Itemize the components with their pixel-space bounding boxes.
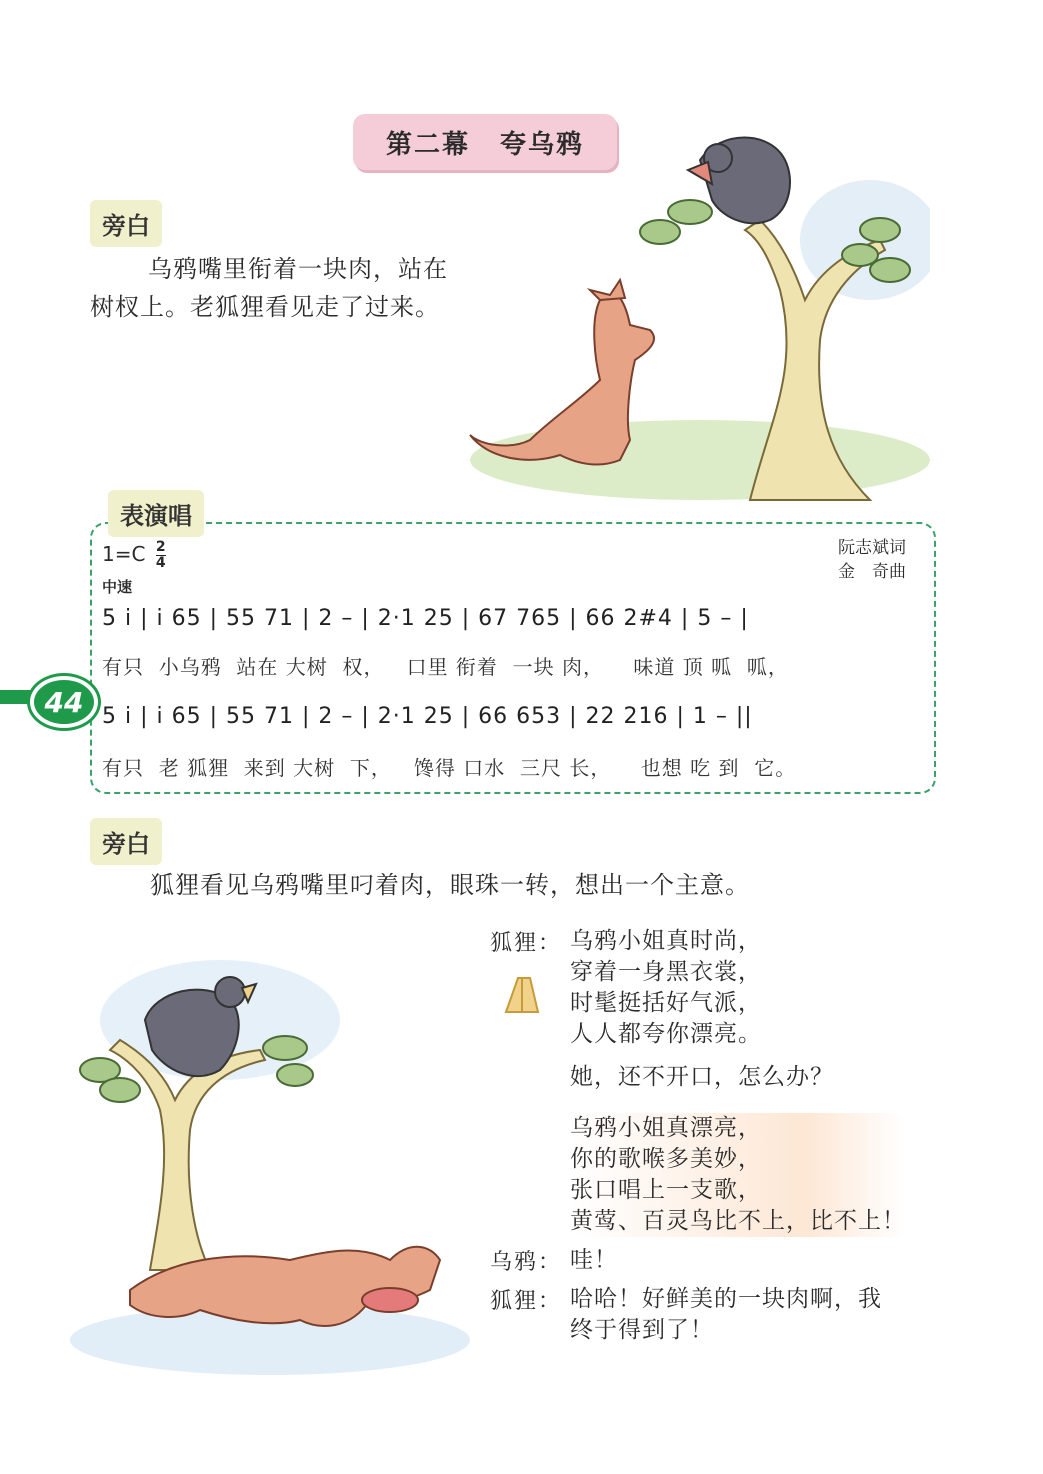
- dialogue-entry: [490, 1113, 950, 1237]
- composer: 金 奇曲: [838, 562, 906, 582]
- narration-tag: 旁白: [90, 200, 162, 247]
- dialogue-line: 时髦挺括好气派，: [570, 990, 762, 1016]
- narration-line: 乌鸦嘴里衔着一块肉，站在: [148, 255, 448, 283]
- time-denominator: 4: [155, 555, 166, 571]
- speaker: [490, 1113, 570, 1237]
- speaker: [490, 1062, 570, 1093]
- song-tag: 表演唱: [108, 490, 204, 537]
- speaker: 乌鸦：: [490, 1250, 563, 1275]
- dialogue-line: 黄莺、百灵鸟比不上，比不上！: [570, 1208, 906, 1234]
- fox-and-crow-illustration-bottom: [70, 960, 480, 1380]
- act-name: 夸乌鸦: [500, 129, 585, 160]
- dialogue-line: 终于得到了！: [570, 1317, 714, 1343]
- speaker: 狐狸：: [490, 931, 563, 956]
- fan-icon: [502, 972, 542, 1020]
- speaker: 狐狸：: [490, 1289, 563, 1314]
- dialogue-entry: [490, 1245, 950, 1276]
- time-signature: [156, 540, 166, 571]
- dialogue-line: 乌鸦小姐真漂亮，: [570, 1115, 762, 1141]
- dialogue-line: 你的歌喉多美妙，: [570, 1146, 762, 1172]
- dialogue-entry: [490, 1284, 950, 1346]
- narration-text: [90, 250, 510, 326]
- lyrics-line-1: 有只 小乌鸦 站在 大树 权， 口里 衔着 一块 肉， 味道 顶 呱 呱，: [102, 655, 789, 679]
- page-number: 44: [30, 676, 98, 728]
- dialogue-block: [490, 926, 950, 1346]
- key-signature: [102, 540, 166, 571]
- dialogue-lines: [570, 1113, 906, 1237]
- narration-tag-2: 旁白: [90, 818, 162, 865]
- dialogue-entry: [490, 1062, 950, 1093]
- tempo: 中速: [102, 578, 133, 596]
- dialogue-line: 她，还不开口，怎么办？: [570, 1064, 834, 1090]
- lyrics-line-2: 有只 老 狐狸 来到 大树 下， 馋得 口水 三尺 长， 也想 吃 到 它。: [102, 756, 797, 780]
- dialogue-line: 穿着一身黑衣裳，: [570, 959, 762, 985]
- song-credits: [838, 536, 906, 584]
- lyricist: 阮志斌词: [838, 538, 906, 558]
- dialogue-line: 哇！: [570, 1247, 618, 1273]
- notation-line-2: 5 i | i 65 | 55 71 | 2 – | 2·1 25 | 66 653 | 22 216 | 1 – ||: [102, 704, 753, 729]
- dialogue-line: 人人都夸你漂亮。: [570, 1021, 762, 1047]
- dialogue-entry: [490, 926, 950, 1050]
- act-number: 第二幕: [385, 129, 470, 160]
- dialogue-lines: [570, 926, 762, 1050]
- key: 1=C: [102, 542, 146, 566]
- dialogue-line: 哈哈！好鲜美的一块肉啊，我: [570, 1286, 882, 1312]
- dialogue-line: 张口唱上一支歌，: [570, 1177, 762, 1203]
- notation-line-1: 5 i | i 65 | 55 71 | 2 – | 2·1 25 | 67 765 | 66 2#4 | 5 – |: [102, 606, 749, 631]
- narration-line: 树杈上。老狐狸看见走了过来。: [90, 293, 440, 321]
- time-numerator: 2: [155, 539, 166, 555]
- dialogue-line: 乌鸦小姐真时尚，: [570, 928, 762, 954]
- narration-text-2: 狐狸看见乌鸦嘴里叼着肉，眼珠一转，想出一个主意。: [150, 871, 750, 899]
- fox-and-crow-illustration-top: [450, 120, 930, 510]
- dialogue-lines: [570, 1284, 882, 1346]
